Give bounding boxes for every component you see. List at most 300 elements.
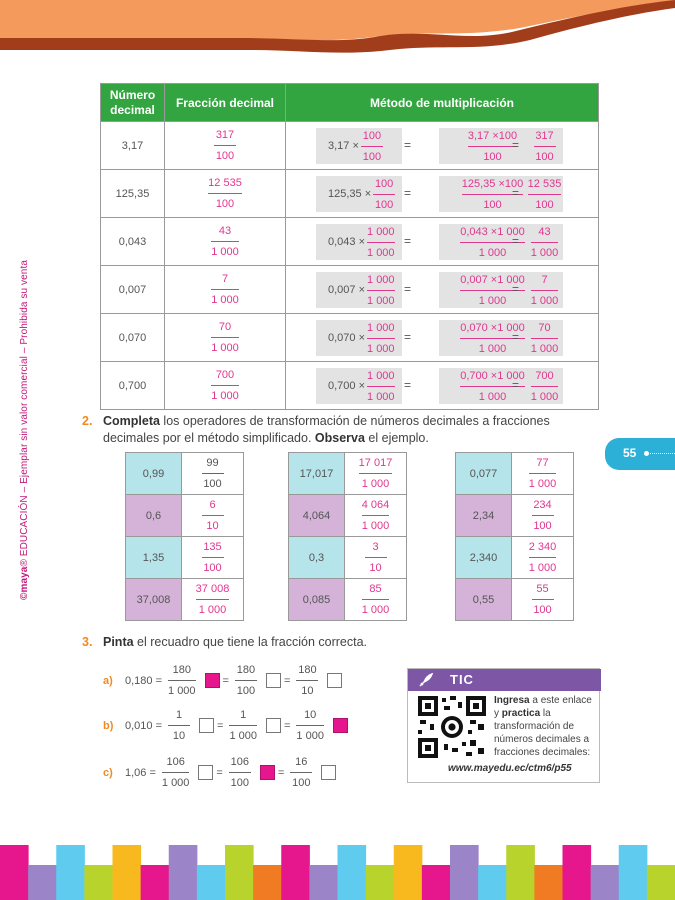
equals-sign: = (217, 719, 224, 732)
option-fraction (296, 663, 318, 698)
fraction-cell (182, 495, 244, 537)
exercise-3-text: el recuadro que tiene la fracción correcta. (133, 635, 368, 649)
result-fraction-wrap (526, 320, 563, 356)
equals-sign: = (277, 766, 285, 779)
numerator: 1 (240, 709, 247, 721)
strip-block (225, 845, 254, 900)
numerator: 317 (535, 129, 554, 142)
fraction-bar (235, 680, 257, 681)
numerator: 99 (206, 457, 219, 469)
numerator: 37 008 (195, 583, 230, 595)
result-fraction (528, 177, 562, 212)
denominator: 10 (369, 562, 382, 574)
denominator: 100 (535, 198, 554, 211)
table-row (456, 453, 574, 495)
result-fraction-wrap (526, 128, 563, 164)
numerator: 85 (369, 583, 382, 595)
exercise-2-text-2: el ejemplo. (364, 431, 429, 445)
denominator: 100 (203, 478, 222, 490)
fraction-bar (362, 599, 390, 600)
answer-checkbox[interactable] (266, 718, 281, 733)
tic-box (407, 668, 600, 783)
strip-block (647, 865, 675, 900)
fraction-bar (214, 145, 236, 146)
answer-checkbox[interactable] (333, 718, 348, 733)
method-lead (328, 176, 395, 212)
option-fraction (229, 755, 251, 790)
equals-sign: = (512, 282, 520, 296)
fraction-bar (532, 599, 554, 600)
denominator: 1 000 (530, 342, 559, 355)
keyword-practica: practica (501, 708, 541, 719)
fraction-bar (373, 194, 395, 195)
denominator: 100 (203, 562, 222, 574)
fraction-bar (202, 473, 224, 474)
denominator: 100 (374, 198, 394, 211)
method-lead (328, 224, 395, 260)
denominator: 1 000 (361, 478, 390, 490)
numerator: 1 000 (367, 369, 395, 382)
exercise-2-table-1 (125, 452, 244, 621)
numerator: 106 (166, 756, 185, 768)
fraction-cell (165, 362, 286, 410)
keyword-completa: Completa (103, 414, 160, 428)
method-cell (286, 170, 599, 218)
numerator: 12 535 (208, 177, 242, 189)
numerator: 180 (298, 664, 317, 676)
result-fraction (531, 273, 559, 308)
denominator: 1 000 (361, 520, 390, 532)
denominator: 100 (483, 198, 502, 211)
fraction-bar (196, 599, 230, 600)
denominator: 100 (215, 198, 235, 210)
fraction-bar (367, 386, 395, 387)
strip-block (197, 865, 226, 900)
numerator: 7 (541, 273, 548, 286)
exercise-3-instruction (82, 634, 482, 651)
method-lead (328, 320, 395, 356)
denominator: 1 000 (367, 246, 395, 259)
equals-sign: = (512, 378, 520, 392)
numerator: 1 (175, 709, 183, 721)
decimal-cell: 0,070 (101, 314, 165, 362)
table-row (101, 122, 599, 170)
decimal-cell: 37,008 (126, 579, 182, 621)
numerator: 0,043 ×1 000 (460, 225, 525, 238)
multiplier-fraction (367, 225, 395, 260)
strip-block (534, 865, 563, 900)
answer-checkbox[interactable] (198, 765, 213, 780)
numerator: 0,007 ×1 000 (460, 273, 525, 286)
header-decimal-number: Número decimal (101, 84, 165, 122)
dotted-line (647, 453, 675, 454)
table-row (101, 362, 599, 410)
fraction-bar (362, 515, 390, 516)
denominator: 10 (172, 730, 186, 742)
fraction (532, 498, 554, 533)
decimal-fraction (211, 320, 239, 355)
numerator: 135 (203, 541, 222, 553)
strip-block (253, 865, 282, 900)
result-fraction-wrap (526, 272, 563, 308)
tic-text-2: la transformación de números decimales a fracciones decimales: (494, 708, 591, 758)
fraction-bar (532, 515, 554, 516)
numerator: 234 (533, 499, 552, 511)
fraction-cell (165, 122, 286, 170)
numerator: 125,35 ×100 (461, 177, 524, 190)
fraction-bar (208, 193, 242, 194)
strip-block (169, 845, 198, 900)
fraction-bar (290, 772, 312, 773)
fraction (362, 498, 390, 533)
strip-block (394, 845, 423, 900)
answer-checkbox[interactable] (260, 765, 275, 780)
keyword-ingresa: Ingresa (494, 695, 530, 706)
denominator: 1 000 (161, 777, 190, 789)
result-fraction (534, 129, 556, 164)
decimal-cell: 2,34 (456, 495, 512, 537)
equals-sign: = (404, 330, 412, 344)
table-row (456, 579, 574, 621)
denominator: 1 000 (528, 478, 557, 490)
exercise-2-text-1: los operadores de transformación de números decimales a fracciones decimales por el método simplificado. (103, 414, 550, 445)
strip-block (113, 845, 142, 900)
equals-sign: = (222, 674, 229, 687)
method-lead (328, 368, 395, 404)
fraction-bar (168, 680, 196, 681)
denominator: 1 000 (211, 342, 239, 354)
exercise-3-item (103, 755, 339, 790)
denominator: 1 000 (211, 390, 239, 402)
numerator: 55 (536, 583, 549, 595)
equals-sign: = (404, 138, 412, 152)
fraction-cell (512, 495, 574, 537)
decimal-cell: 125,35 (101, 170, 165, 218)
table-row (289, 453, 407, 495)
decimal-fraction (208, 176, 242, 211)
decimal-cell: 0,007 (101, 266, 165, 314)
table-row (126, 453, 244, 495)
decimal-fraction (211, 368, 239, 403)
strip-block (281, 845, 310, 900)
numerator: 7 (221, 273, 229, 285)
denominator: 100 (215, 150, 235, 162)
denominator: 1 000 (361, 604, 390, 616)
exercise-3-item (103, 708, 351, 743)
numerator: 77 (536, 457, 549, 469)
result-fraction (531, 321, 559, 356)
result-fraction (531, 225, 559, 260)
option-fraction (296, 708, 324, 743)
fraction (196, 582, 230, 617)
equals-sign: = (404, 186, 412, 200)
numerator: 43 (538, 225, 551, 238)
table-row (456, 495, 574, 537)
fraction-bar (531, 290, 559, 291)
fraction (532, 582, 554, 617)
fraction-bar (529, 557, 557, 558)
numerator: 17 017 (358, 457, 393, 469)
fraction-cell (182, 453, 244, 495)
option-fraction (235, 663, 257, 698)
fraction-cell (512, 453, 574, 495)
table-row (101, 266, 599, 314)
tic-link[interactable]: www.mayedu.ec/ctm6/p55 (448, 763, 572, 774)
fraction (202, 498, 224, 533)
equals-sign: = (216, 766, 223, 779)
decimal-cell: 17,017 (289, 453, 345, 495)
option-fraction (290, 755, 312, 790)
brand-name: ©maya (19, 566, 30, 600)
denominator: 100 (535, 150, 554, 163)
exercise-2-table-2 (288, 452, 407, 621)
fraction-bar (359, 473, 393, 474)
answer-checkbox[interactable] (205, 673, 220, 688)
fraction-cell (182, 537, 244, 579)
numerator: 1 000 (367, 273, 395, 286)
numerator: 10 (304, 709, 317, 721)
denominator: 1 000 (229, 730, 257, 742)
denominator: 1 000 (198, 604, 227, 616)
strip-block (563, 845, 592, 900)
strip-block (422, 865, 451, 900)
table-row (101, 314, 599, 362)
fraction-bar (361, 146, 383, 147)
decimal-cell: 3,17 (101, 122, 165, 170)
fraction (529, 456, 557, 491)
denominator: 1 000 (478, 294, 507, 307)
table-row (126, 537, 244, 579)
method-cell (286, 314, 599, 362)
item-lead: 0,010 = (125, 719, 163, 732)
strip-block (84, 865, 113, 900)
fraction-bar (296, 725, 324, 726)
decimal-cell: 0,700 (101, 362, 165, 410)
numerator: 700 (535, 369, 554, 382)
method-cell (286, 218, 599, 266)
numerator: 1 000 (367, 225, 395, 238)
strip-block (506, 845, 535, 900)
multiplier-fraction (367, 321, 395, 356)
numerator: 180 (172, 664, 191, 676)
fraction-bar (229, 772, 251, 773)
decimal-cell: 0,6 (126, 495, 182, 537)
answer-checkbox[interactable] (266, 673, 281, 688)
denominator: 100 (292, 777, 311, 789)
fraction (359, 456, 393, 491)
numerator: 700 (215, 369, 235, 381)
option-fraction (229, 708, 257, 743)
fraction-cell (165, 170, 286, 218)
numerator: 16 (295, 756, 308, 768)
strip-block (478, 865, 507, 900)
fraction-cell (345, 537, 407, 579)
option-fraction (168, 708, 190, 743)
exercise-3-item (103, 663, 345, 698)
strip-block (591, 865, 620, 900)
numerator: 106 (230, 756, 250, 768)
fraction-cell (345, 495, 407, 537)
tic-instructions (494, 694, 598, 759)
answer-checkbox[interactable] (199, 718, 214, 733)
numerator: 2 340 (528, 541, 557, 553)
exercise-2-instruction (82, 413, 602, 445)
answer-checkbox[interactable] (327, 673, 342, 688)
numerator: 100 (374, 177, 394, 190)
fraction-bar (529, 473, 557, 474)
method-cell (286, 266, 599, 314)
decimal-cell: 0,043 (101, 218, 165, 266)
fraction-bar (229, 725, 257, 726)
denominator: 100 (483, 150, 502, 163)
fraction-bar (296, 680, 318, 681)
rocket-icon (418, 672, 434, 688)
denominator: 100 (533, 520, 552, 532)
denominator: 1 000 (296, 730, 324, 742)
fraction-cell (512, 579, 574, 621)
result-fraction (531, 369, 559, 404)
method-lead (328, 272, 395, 308)
fraction (362, 582, 390, 617)
decimal-cell: 1,35 (126, 537, 182, 579)
numerator: 100 (362, 129, 382, 142)
keyword-pinta: Pinta (103, 635, 134, 649)
strip-block (309, 865, 338, 900)
numerator: 317 (215, 129, 235, 141)
denominator: 1 000 (168, 685, 196, 697)
numerator: 12 535 (527, 177, 562, 190)
table-row (101, 218, 599, 266)
fraction-bar (211, 337, 239, 338)
table-row (289, 495, 407, 537)
fraction-bar (531, 242, 559, 243)
fraction-bar (528, 194, 562, 195)
denominator: 1 000 (367, 294, 395, 307)
denominator: 10 (301, 685, 314, 697)
result-fraction-wrap (526, 224, 563, 260)
fraction-bar (211, 289, 239, 290)
table-row (289, 537, 407, 579)
option-fraction (168, 663, 196, 698)
item-label: b) (103, 719, 114, 732)
multiplier-fraction (373, 177, 395, 212)
decimal-cell: 0,3 (289, 537, 345, 579)
decimal-cell: 0,55 (456, 579, 512, 621)
conversion-table (100, 83, 599, 410)
tic-header (408, 669, 601, 691)
fraction-cell (345, 453, 407, 495)
decimal-fraction (211, 224, 239, 259)
fraction-bar (365, 557, 387, 558)
decimal-cell: 2,340 (456, 537, 512, 579)
fraction-bar (534, 146, 556, 147)
strip-block (141, 865, 170, 900)
method-lead-text: 125,35 × (328, 188, 372, 200)
tic-text-1: a este enlace y (494, 695, 592, 719)
denominator: 1 000 (530, 390, 559, 403)
side-text-rest: ® EDUCACIÓN – Ejemplar sin valor comercial – Prohibida su venta (19, 259, 30, 567)
fraction (365, 540, 387, 575)
copyright-side-text (19, 260, 30, 600)
fraction-bar (162, 772, 190, 773)
fraction (202, 456, 224, 491)
fraction-cell (182, 579, 244, 621)
method-lead-text: 3,17 × (328, 140, 359, 152)
strip-block (28, 865, 57, 900)
multiplier-fraction (361, 129, 383, 164)
denominator: 1 000 (478, 342, 507, 355)
fraction-bar (367, 242, 395, 243)
header-multiplication-method: Método de multiplicación (286, 84, 599, 122)
fraction-cell (165, 314, 286, 362)
strip-block (366, 865, 395, 900)
denominator: 1 000 (528, 562, 557, 574)
fraction-bar (168, 725, 190, 726)
decimal-fraction (214, 128, 236, 163)
strip-block (0, 845, 29, 900)
fraction-bar (367, 290, 395, 291)
strip-block (338, 845, 367, 900)
decimal-cell: 0,077 (456, 453, 512, 495)
table-row (289, 579, 407, 621)
numerator: 43 (218, 225, 232, 237)
answer-checkbox[interactable] (321, 765, 336, 780)
table-row (101, 170, 599, 218)
result-fraction-wrap (526, 176, 563, 212)
fraction-bar (468, 146, 517, 147)
equals-sign: = (404, 234, 412, 248)
numerator: 6 (209, 499, 216, 511)
top-wave-decoration (0, 0, 675, 80)
strip-block (450, 845, 479, 900)
fraction-bar (531, 386, 559, 387)
method-lead-text: 0,043 × (328, 236, 366, 248)
page-number: 55 (623, 446, 637, 460)
method-lead-text: 0,070 × (328, 332, 366, 344)
fraction-bar (367, 338, 395, 339)
result-fraction-wrap (526, 368, 563, 404)
fraction-bar (202, 515, 224, 516)
fraction-bar (211, 241, 239, 242)
tic-label: TIC (450, 672, 474, 687)
fraction-cell (165, 266, 286, 314)
fraction-cell (345, 579, 407, 621)
item-label: c) (103, 766, 113, 779)
denominator: 100 (533, 604, 552, 616)
header-decimal-fraction: Fracción decimal (165, 84, 286, 122)
equals-sign: = (512, 234, 520, 248)
numerator: 1 000 (367, 321, 395, 334)
denominator: 1 000 (211, 294, 239, 306)
equals-sign: = (283, 674, 291, 687)
option-fraction (162, 755, 190, 790)
denominator: 1 000 (367, 390, 395, 403)
qr-code-icon (418, 696, 486, 758)
method-lead (328, 128, 383, 164)
keyword-observa: Observa (314, 431, 365, 445)
method-lead-text: 0,007 × (328, 284, 366, 296)
fraction-bar (531, 338, 559, 339)
fraction-bar (202, 557, 224, 558)
denominator: 1 000 (478, 390, 507, 403)
equals-sign: = (283, 719, 291, 732)
item-lead: 1,06 = (125, 766, 156, 779)
method-cell (286, 122, 599, 170)
denominator: 1 000 (530, 294, 559, 307)
numerator: 180 (236, 664, 256, 676)
fraction-cell (512, 537, 574, 579)
decimal-cell: 4,064 (289, 495, 345, 537)
